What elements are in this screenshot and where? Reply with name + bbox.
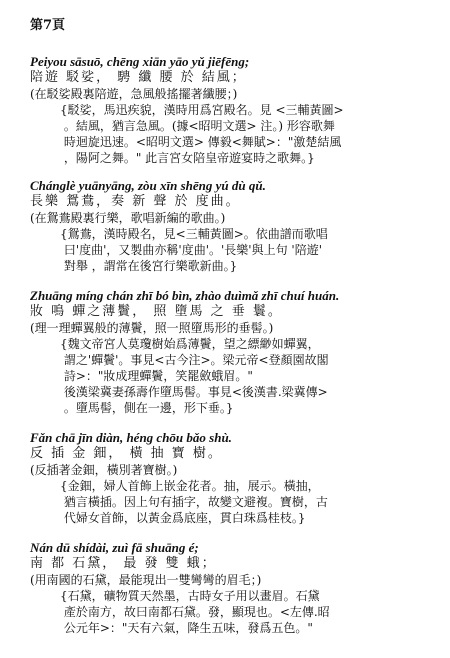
page-number: 第7頁: [30, 18, 66, 33]
pinyin-line: Nán dū shídài, zuì fā shuāng é;: [30, 540, 199, 555]
translation-line: (理一理蟬翼般的薄鬢，照一照墮馬形的垂髻。): [30, 321, 274, 335]
pinyin-line: Chánglè yuānyāng, zòu xīn shēng yú dù qǔ.: [30, 178, 266, 193]
chinese-original-line: 長樂 鴛鴦，奏 新 聲 於 度曲。: [30, 194, 241, 209]
pinyin-line: Peiyou sāsuō, chēng xiān yāo yǔ jiēfēng;: [30, 54, 250, 69]
translation-line: (反插著金鈿，橫別著寶樹。): [30, 463, 178, 477]
chinese-original-line: 妝 鳴 蟬之薄鬢， 照 墮馬 之 垂 鬟。: [30, 304, 283, 319]
verse-entry: [30, 540, 430, 636]
annotation-note: {鴛鴦，漢時殿名，見<三輔黃圖>。依曲譜而歌唱 曰'度曲'，又製曲亦稱'度曲'。'長樂'與上句 '陪遊' 對舉 ，謂常在後宮行樂歌新曲。}: [60, 227, 328, 273]
verse-entry: [30, 54, 430, 166]
chinese-original-line: 陪遊 駁娑， 騁 纖 腰 於 結風；: [30, 70, 247, 85]
pinyin-line: Zhuāng míng chán zhī bó bìn, zhào duìmǎ zhī chuí huán.: [30, 288, 340, 303]
annotation-note: {駁娑，馬迅疾貌，漢時用爲宮殿名。見 <三輔黃圖> 。結風，猶言急風。(據<昭明文選> 注。) 形容歌舞 時迴旋迅速。<昭明文選> 傳毅<舞賦>："激楚結風 ，陽阿之舞。" 此言宮女陪皇帝遊宴時之歌舞。}: [60, 103, 344, 165]
chinese-original-line: 反 插 金 鈿， 橫 抽 寶 樹。: [30, 446, 223, 461]
verse-entry: [30, 430, 430, 526]
translation-line: (用南國的石黛，最能現出一雙彎彎的眉毛；): [30, 573, 262, 587]
annotation-note: {石黛，礦物質天然墨，古時女子用以畫眉。石黛 產於南方，故曰南都石黛。發，顯現也。<左傳.昭 公元年>："天有六氣，降生五味，發爲五色。": [60, 589, 330, 635]
chinese-original-line: 南 都 石黛， 最 發 雙 蛾；: [30, 556, 217, 571]
translation-line: (在駁娑殿裏陪遊，急風般搖擺著纖腰；): [30, 87, 238, 101]
verse-entry: [30, 288, 430, 416]
annotation-note: {金鈿，婦人首飾上嵌金花者。抽，展示。橫抽， 猶言橫插。因上句有插字，故變文避複。寶樹，古 代婦女首飾，以黃金爲底座，貫白珠爲桂枝。}: [60, 479, 328, 525]
verse-entry: [30, 178, 430, 274]
pinyin-line: Fǎn chā jīn diàn, héng chōu bǎo shù.: [30, 430, 232, 445]
annotation-note: {魏文帝宮人莫瓊樹始爲薄鬢，望之縹緲如蟬翼， 謂之'蟬鬢'。事見<古今注>。梁元帝<登顏園故閣 詩>："妝成理蟬鬢，笑罷斂蛾眉。" 後漢梁冀妻孫壽作墮馬髻。事見<後漢書.梁冀傳> 。墮馬髻，側在一邊，形下垂。}: [60, 337, 329, 415]
translation-line: (在鴛鴦殿裏行樂，歌唱新編的歌曲。): [30, 211, 226, 225]
